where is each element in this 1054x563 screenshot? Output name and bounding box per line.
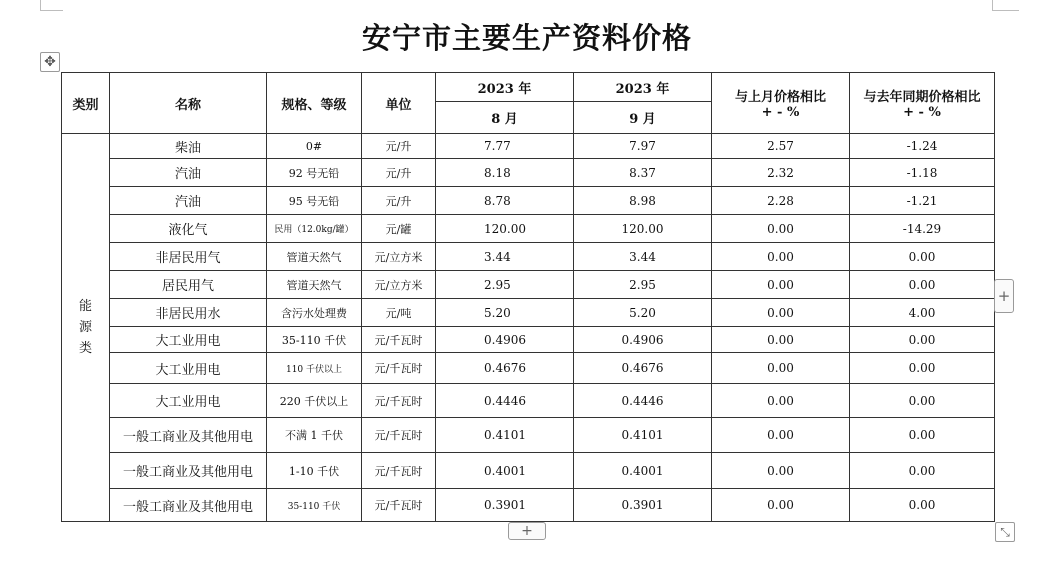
cell-yoy-change: -1.18: [850, 159, 995, 187]
cell-name: 一般工商业及其他用电: [110, 453, 267, 489]
header-year-september: 2023 年: [574, 73, 712, 102]
cell-august-price: 8.78: [436, 187, 574, 215]
table-row: [62, 453, 995, 489]
cell-mom-change: 0.00: [712, 418, 850, 453]
cell-yoy-change: 0.00: [850, 418, 995, 453]
header-name: 名称: [110, 73, 267, 134]
cell-yoy-change: 0.00: [850, 353, 995, 384]
cell-spec: 110 千伏以上: [267, 353, 362, 384]
cell-august-price: 7.77: [436, 134, 574, 159]
cell-august-price: 0.4906: [436, 327, 574, 353]
cell-mom-change: 0.00: [712, 327, 850, 353]
cell-august-price: 8.18: [436, 159, 574, 187]
cell-spec: 民用（12.0kg/罐）: [267, 215, 362, 243]
header-yoy-label: 与去年同期价格相比: [863, 90, 981, 105]
cell-september-price: 3.44: [574, 243, 712, 271]
cell-spec: 0#: [267, 134, 362, 159]
cell-september-price: 0.4101: [574, 418, 712, 453]
cell-unit: 元/升: [362, 187, 436, 215]
cell-name: 一般工商业及其他用电: [110, 489, 267, 522]
table-row: [62, 327, 995, 353]
cell-unit: 元/罐: [362, 215, 436, 243]
cell-august-price: 0.4001: [436, 453, 574, 489]
cell-september-price: 0.4676: [574, 353, 712, 384]
table-row: [62, 384, 995, 418]
cell-mom-change: 2.32: [712, 159, 850, 187]
cell-unit: 元/立方米: [362, 243, 436, 271]
cell-mom-change: 0.00: [712, 271, 850, 299]
cell-august-price: 0.4676: [436, 353, 574, 384]
cell-name: 一般工商业及其他用电: [110, 418, 267, 453]
header-unit: 单位: [362, 73, 436, 134]
table-row: [62, 299, 995, 327]
table-row: [62, 353, 995, 384]
table-row: [62, 243, 995, 271]
table-row: [62, 489, 995, 522]
cell-unit: 元/千瓦时: [362, 453, 436, 489]
cell-spec: 含污水处理费: [267, 299, 362, 327]
cell-yoy-change: 0.00: [850, 271, 995, 299]
cell-spec: 92 号无铅: [267, 159, 362, 187]
add-column-plus-icon[interactable]: +: [994, 279, 1014, 313]
header-month-september: 9 月: [574, 102, 712, 134]
table-row: [62, 187, 995, 215]
cell-august-price: 2.95: [436, 271, 574, 299]
header-month-over-month: [712, 73, 850, 134]
cell-september-price: 2.95: [574, 271, 712, 299]
cell-spec: 不满 1 千伏: [267, 418, 362, 453]
table-row: [62, 215, 995, 243]
cell-yoy-change: 0.00: [850, 489, 995, 522]
cell-unit: 元/升: [362, 159, 436, 187]
cell-august-price: 120.00: [436, 215, 574, 243]
cell-unit: 元/千瓦时: [362, 384, 436, 418]
cell-unit: 元/立方米: [362, 271, 436, 299]
cell-yoy-change: 0.00: [850, 327, 995, 353]
cell-spec: 管道天然气: [267, 243, 362, 271]
category-char: 类: [78, 341, 92, 356]
cell-spec: 35-110 千伏: [267, 327, 362, 353]
cell-name: 大工业用电: [110, 384, 267, 418]
cell-mom-change: 0.00: [712, 384, 850, 418]
cell-august-price: 0.4446: [436, 384, 574, 418]
cell-september-price: 8.98: [574, 187, 712, 215]
cell-september-price: 0.4906: [574, 327, 712, 353]
cell-spec: 35-110 千伏: [267, 489, 362, 522]
cell-spec: 管道天然气: [267, 271, 362, 299]
table-row: [62, 271, 995, 299]
cell-august-price: 0.4101: [436, 418, 574, 453]
category-char: 源: [78, 320, 92, 335]
cell-september-price: 120.00: [574, 215, 712, 243]
cell-august-price: 0.3901: [436, 489, 574, 522]
cell-mom-change: 0.00: [712, 489, 850, 522]
cell-unit: 元/千瓦时: [362, 489, 436, 522]
cell-name: 大工业用电: [110, 353, 267, 384]
cell-name: 液化气: [110, 215, 267, 243]
cell-unit: 元/升: [362, 134, 436, 159]
cell-mom-change: 0.00: [712, 215, 850, 243]
cell-mom-change: 2.28: [712, 187, 850, 215]
cell-name: 汽油: [110, 159, 267, 187]
cell-september-price: 0.4446: [574, 384, 712, 418]
document-title: 安宁市主要生产资料价格: [361, 21, 692, 55]
cell-name: 居民用气: [110, 271, 267, 299]
cell-name: 柴油: [110, 134, 267, 159]
cell-mom-change: 0.00: [712, 353, 850, 384]
cell-name: 非居民用气: [110, 243, 267, 271]
cell-spec: 220 千伏以上: [267, 384, 362, 418]
header-category: 类别: [62, 73, 110, 134]
cell-unit: 元/千瓦时: [362, 353, 436, 384]
cell-name: 非居民用水: [110, 299, 267, 327]
cell-august-price: 5.20: [436, 299, 574, 327]
table-row: [62, 134, 995, 159]
cell-mom-change: 0.00: [712, 299, 850, 327]
cell-yoy-change: 0.00: [850, 384, 995, 418]
cell-yoy-change: 0.00: [850, 453, 995, 489]
cell-mom-change: 0.00: [712, 453, 850, 489]
cell-yoy-change: -1.21: [850, 187, 995, 215]
category-energy-cell: [62, 134, 110, 522]
cell-unit: 元/吨: [362, 299, 436, 327]
cell-september-price: 8.37: [574, 159, 712, 187]
cell-mom-change: 2.57: [712, 134, 850, 159]
table-row: [62, 159, 995, 187]
cell-name: 大工业用电: [110, 327, 267, 353]
cell-september-price: 0.4001: [574, 453, 712, 489]
header-mom-unit: + - %: [761, 105, 800, 120]
cell-yoy-change: -1.24: [850, 134, 995, 159]
cell-yoy-change: 0.00: [850, 243, 995, 271]
cell-yoy-change: 4.00: [850, 299, 995, 327]
cell-spec: 95 号无铅: [267, 187, 362, 215]
cell-september-price: 5.20: [574, 299, 712, 327]
cell-unit: 元/千瓦时: [362, 418, 436, 453]
header-yoy-unit: + - %: [903, 105, 941, 120]
cell-mom-change: 0.00: [712, 243, 850, 271]
cell-unit: 元/千瓦时: [362, 327, 436, 353]
cell-name: 汽油: [110, 187, 267, 215]
cell-yoy-change: -14.29: [850, 215, 995, 243]
cell-august-price: 3.44: [436, 243, 574, 271]
page-corner-mark-right: [992, 0, 1019, 11]
table-move-handle-icon[interactable]: ✥: [40, 52, 60, 72]
price-table: [61, 72, 995, 522]
header-year-over-year: [850, 73, 995, 134]
page-corner-mark-left: [40, 0, 63, 11]
header-month-august: 8 月: [436, 102, 574, 134]
header-spec: 规格、等级: [267, 73, 362, 134]
cell-spec: 1-10 千伏: [267, 453, 362, 489]
header-year-august: 2023 年: [436, 73, 574, 102]
add-row-plus-icon[interactable]: +: [508, 522, 546, 540]
category-char: 能: [78, 299, 92, 314]
table-resize-handle-icon[interactable]: ⤡: [995, 522, 1015, 542]
cell-september-price: 7.97: [574, 134, 712, 159]
cell-september-price: 0.3901: [574, 489, 712, 522]
table-row: [62, 418, 995, 453]
header-mom-label: 与上月价格相比: [734, 90, 826, 105]
